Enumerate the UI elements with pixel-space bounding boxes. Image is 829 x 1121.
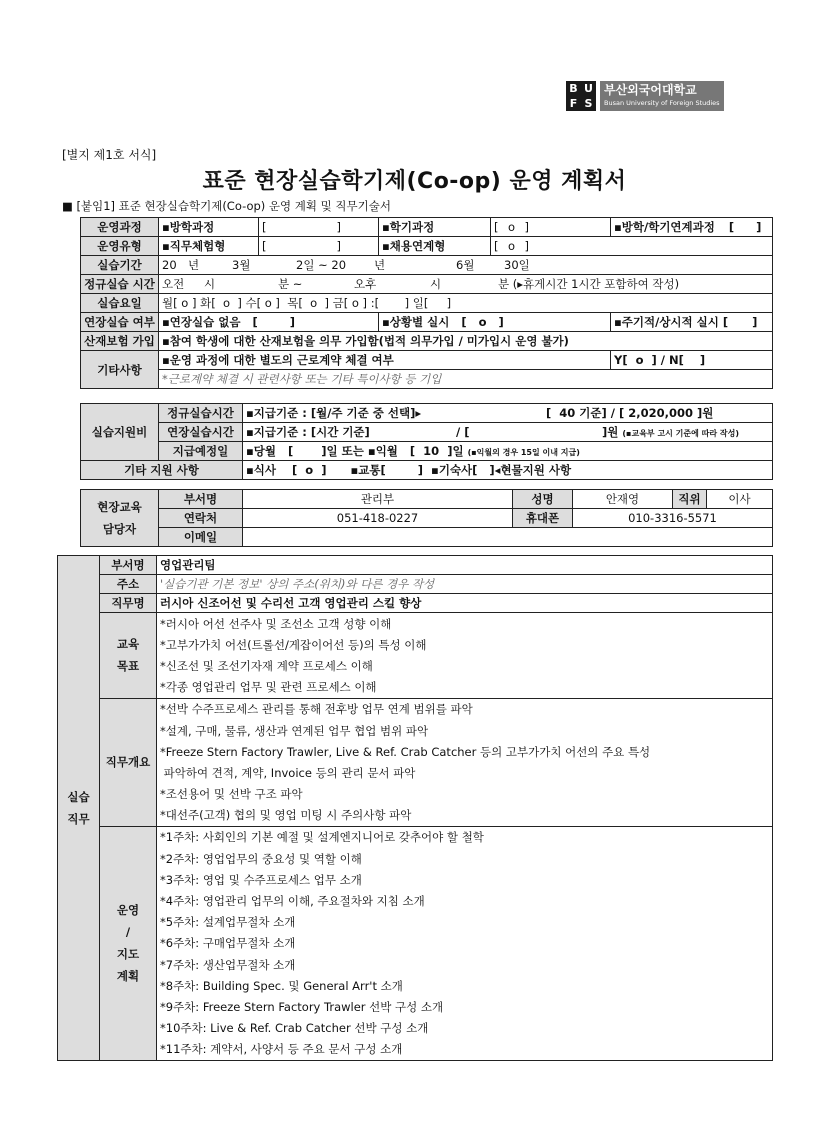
overtime-pay-field[interactable] <box>243 423 773 442</box>
minute-unit: 분 ~ <box>278 277 303 291</box>
row-header: 실습기간 <box>81 256 159 275</box>
start-day: 2일 ~ 20 <box>296 258 347 272</box>
pay-unit: ]원 <box>602 425 619 439</box>
document-title: 표준 현장실습학기제(Co-op) 운영 계획서 <box>202 169 627 194</box>
row-header: 정규실습 시간 <box>81 275 159 294</box>
start-month: 3월 <box>232 258 251 272</box>
table-row <box>81 237 773 256</box>
name-value[interactable]: 안재영 <box>573 490 673 509</box>
end-day: 30일 <box>504 258 530 272</box>
year-unit: 년 <box>188 258 200 272</box>
table-row <box>58 890 773 911</box>
list-item: *고부가가치 어선(트롤선/게잡이어선 등)의 특성 이해 <box>157 634 773 655</box>
table-row <box>58 677 773 699</box>
row-header <box>100 826 157 1060</box>
field-label-text: ▪방학/학기연계과정 <box>614 220 715 234</box>
bracket: ] <box>336 239 341 253</box>
support-table <box>80 403 773 480</box>
field-label: ▪직무체험형 <box>159 237 259 256</box>
section-header <box>81 490 159 547</box>
row-header: 연장실습 여부 <box>81 313 159 332</box>
table-row <box>81 256 773 275</box>
bracket: ] <box>336 220 341 234</box>
pay-basis: ▪지급기준 : [시간 기준] <box>246 425 370 439</box>
row-header: 성명 <box>513 490 573 509</box>
list-item: *5주차: 설계업무절차 소개 <box>157 912 773 933</box>
table-row <box>58 912 773 933</box>
row-header: 연장실습시간 <box>159 423 243 442</box>
table-row <box>81 275 773 294</box>
period-field[interactable] <box>159 256 773 275</box>
row-header: 이메일 <box>159 528 243 547</box>
row-header: 휴대폰 <box>513 509 573 528</box>
table-row <box>81 313 773 332</box>
row-header: 운영과정 <box>81 218 159 237</box>
list-item: *3주차: 영업 및 수주프로세스 업무 소개 <box>157 869 773 890</box>
regular-pay-field[interactable] <box>243 404 773 423</box>
field-label: ▪학기과정 <box>379 218 491 237</box>
checkbox-field[interactable] <box>259 218 379 237</box>
insurance-text: ▪참여 학생에 대한 산재보험을 의무 가입함(법적 의무가입 / 미가입시 운영 불가) <box>159 332 773 351</box>
list-item: *Freeze Stern Factory Trawler, Live & Ref. Crab Catcher 등의 고부가가치 어선의 주요 특성 <box>157 741 773 762</box>
department-value[interactable]: 관리부 <box>243 490 513 509</box>
logo-letter: B <box>569 82 578 95</box>
table-row <box>81 442 773 461</box>
job-title-value[interactable]: 러시아 신조어선 및 수리선 고객 영업관리 스킬 향상 <box>157 594 773 613</box>
table-row <box>81 404 773 423</box>
pay-basis: ▪지급기준 : [월/주 기준 중 선택]▸ <box>246 406 422 420</box>
row-header: 부서명 <box>100 556 157 575</box>
list-item: *조선용어 및 선박 구조 파악 <box>157 784 773 805</box>
field-label: ▪방학과정 <box>159 218 259 237</box>
table-row <box>58 556 773 575</box>
row-header: 부서명 <box>159 490 243 509</box>
table-row <box>58 954 773 975</box>
bracket: [ <box>728 220 735 234</box>
section-header-line: 직무 <box>67 811 90 826</box>
pay-date-note: (▪익월의 경우 15일 이내 지급) <box>467 448 580 457</box>
section-header-line: 현장교육 <box>97 500 142 514</box>
table-row <box>58 869 773 890</box>
table-row <box>58 826 773 848</box>
table-row <box>58 1039 773 1061</box>
position-value[interactable]: 이사 <box>707 490 773 509</box>
list-item: 파악하여 견적, 계약, Invoice 등의 관리 문서 파악 <box>157 762 773 783</box>
table-row <box>81 509 773 528</box>
row-header-line: / <box>125 925 131 940</box>
pay-date: ▪당월 [ ]일 또는 ▪익월 [ 10 ]일 <box>246 444 464 458</box>
logo-letter: S <box>584 97 593 110</box>
table-row <box>58 634 773 655</box>
list-item: *9주차: Freeze Stern Factory Trawler 선박 구성 소개 <box>157 996 773 1017</box>
address-value[interactable]: '실습기관 기본 정보' 상의 주소(위치)와 다른 경우 작성 <box>157 575 773 594</box>
checkbox-field[interactable] <box>491 218 611 237</box>
operation-info-table <box>80 217 773 389</box>
list-item: *신조선 및 조선기자재 계약 프로세스 이해 <box>157 655 773 676</box>
table-row <box>81 423 773 442</box>
department-value[interactable]: 영업관리팀 <box>157 556 773 575</box>
bracket: [ <box>494 220 499 234</box>
bracket: ] <box>524 239 529 253</box>
document-subtitle: ■ [붙임1] 표준 현장실습학기제(Co-op) 운영 계획 및 직무기술서 <box>62 199 391 213</box>
contract-yn[interactable]: Y[ o ] / N[ ] <box>611 351 773 370</box>
form-number: [별지 제1호 서식] <box>62 148 157 162</box>
section-header-line: 실습 <box>67 789 90 804</box>
year-prefix: 20 <box>162 258 177 272</box>
pay-amount: [ 40 기준] / [ 2,020,000 ]원 <box>546 406 714 420</box>
table-row <box>58 720 773 741</box>
row-header: 운영유형 <box>81 237 159 256</box>
logo-english-name: Busan University of Foreign Studies <box>604 99 720 107</box>
phone-value[interactable]: 051-418-0227 <box>243 509 513 528</box>
row-header-line: 교육 <box>116 637 140 652</box>
list-item: *10주차: Live & Ref. Crab Catcher 선박 구성 소개 <box>157 1018 773 1039</box>
table-row <box>81 370 773 389</box>
end-month: 6월 <box>456 258 475 272</box>
am-label: 오전 <box>162 277 185 291</box>
field-label <box>611 218 773 237</box>
remarks-field[interactable]: *근로계약 체결 시 관련사항 또는 기타 특이사항 등 기입 <box>159 370 773 389</box>
bracket: [ <box>262 239 267 253</box>
table-row <box>81 351 773 370</box>
table-row <box>58 933 773 954</box>
list-item: *6주차: 구매업무절차 소개 <box>157 933 773 954</box>
row-header: 직무명 <box>100 594 157 613</box>
logo-korean-name: 부산외국어대학교 <box>604 83 697 97</box>
row-header: 직무개요 <box>100 698 157 826</box>
table-row <box>58 805 773 827</box>
row-header: 기타 지원 사항 <box>81 461 243 480</box>
list-item: *러시아 어선 선주사 및 조선소 고객 성향 이해 <box>157 613 773 635</box>
row-header-line: 목표 <box>116 659 140 674</box>
field-label: ▪채용연계형 <box>379 237 491 256</box>
row-header: 실습요일 <box>81 294 159 313</box>
section-header-line: 담당자 <box>102 522 137 536</box>
table-row <box>58 784 773 805</box>
table-row <box>58 996 773 1017</box>
row-header: 연락처 <box>159 509 243 528</box>
logo-mark <box>566 81 596 111</box>
weekday-field[interactable]: 월[ o ] 화[ o ] 수[ o ] 목[ o ] 금[ o ] :[ ] 일[ ] <box>159 294 773 313</box>
job-detail-table <box>57 555 773 1061</box>
row-header: 주소 <box>100 575 157 594</box>
mobile-value[interactable]: 010-3316-5571 <box>573 509 773 528</box>
row-header: 산재보험 가입 <box>81 332 159 351</box>
table-row <box>58 1018 773 1039</box>
row-header-line: 지도 <box>116 947 140 962</box>
bracket: ] <box>524 220 529 234</box>
table-row <box>81 461 773 480</box>
periodic-option[interactable]: ▪주기적/상시적 실시 [ ] <box>611 313 773 332</box>
table-row <box>81 490 773 509</box>
checkbox-value: o <box>507 220 516 234</box>
row-header: 기타사항 <box>81 351 159 389</box>
table-row <box>81 332 773 351</box>
table-row <box>58 741 773 762</box>
contract-question: ▪운영 과정에 대한 별도의 근로계약 체결 여부 <box>159 351 611 370</box>
row-header <box>100 613 157 699</box>
pay-bracket: / [ <box>456 425 470 439</box>
logo-letter: F <box>569 97 578 110</box>
list-item: *각종 영업관리 업무 및 관련 프로세스 이해 <box>157 677 773 699</box>
row-header: 지급예정일 <box>159 442 243 461</box>
table-row <box>58 575 773 594</box>
row-header: 정규실습시간 <box>159 404 243 423</box>
list-item: *8주차: Building Spec. 및 General Arr't 소개 <box>157 975 773 996</box>
university-logo <box>566 80 726 112</box>
list-item: *1주차: 사회인의 기본 예절 및 설계엔지니어로 갖추어야 할 철학 <box>157 826 773 848</box>
hour-unit: 시 <box>204 277 216 291</box>
table-row <box>58 594 773 613</box>
logo-text <box>600 81 724 111</box>
bracket: [ <box>262 220 267 234</box>
table-row <box>81 294 773 313</box>
pay-date-field[interactable] <box>243 442 773 461</box>
pay-note: (▪교육부 고시 기준에 따라 작성) <box>622 429 740 438</box>
checkbox-field[interactable] <box>491 237 773 256</box>
pm-label: 오후 <box>354 277 377 291</box>
table-row <box>58 655 773 676</box>
list-item: *대선주(고객) 협의 및 영업 미팅 시 주의사항 파악 <box>157 805 773 827</box>
section-header: 실습지원비 <box>81 404 159 461</box>
no-extension-option[interactable]: ▪연장실습 없음 [ ] <box>159 313 379 332</box>
logo-letter: U <box>584 82 593 95</box>
list-item: *2주차: 영업업무의 중요성 및 역할 이해 <box>157 848 773 869</box>
time-field[interactable] <box>159 275 773 294</box>
minute-unit-note: 분 (▸휴게시간 1시간 포함하여 작성) <box>498 277 680 291</box>
hour-unit: 시 <box>430 277 442 291</box>
list-item: *선박 수주프로세스 관리를 통해 전후방 업무 연계 범위를 파악 <box>157 698 773 720</box>
table-row <box>58 698 773 720</box>
row-header-line: 계획 <box>116 969 140 984</box>
table-row <box>81 528 773 547</box>
table-row <box>81 218 773 237</box>
table-row <box>58 613 773 635</box>
list-item: *7주차: 생산업무절차 소개 <box>157 954 773 975</box>
section-header <box>58 556 100 1061</box>
list-item: *11주차: 계약서, 사양서 등 주요 문서 구성 소개 <box>157 1039 773 1061</box>
checkbox-field[interactable] <box>259 237 379 256</box>
row-header: 직위 <box>673 490 707 509</box>
year-unit: 년 <box>374 258 386 272</box>
bracket: [ <box>494 239 499 253</box>
list-item: *설계, 구매, 물류, 생산과 연계된 업무 협업 범위 파악 <box>157 720 773 741</box>
table-row <box>58 762 773 783</box>
table-row <box>58 975 773 996</box>
other-support-field[interactable]: ▪식사 [ o ] ▪교통[ ] ▪기숙사[ ]◂현물지원 사항 <box>243 461 773 480</box>
checkbox-value: o <box>507 239 516 253</box>
list-item: *4주차: 영업관리 업무의 이해, 주요절차와 지침 소개 <box>157 890 773 911</box>
table-row <box>58 848 773 869</box>
situational-option[interactable]: ▪상황별 실시 [ o ] <box>379 313 611 332</box>
bracket: ] <box>756 220 762 234</box>
row-header-line: 운영 <box>116 903 140 918</box>
contact-table <box>80 489 773 547</box>
email-value[interactable] <box>243 528 773 547</box>
